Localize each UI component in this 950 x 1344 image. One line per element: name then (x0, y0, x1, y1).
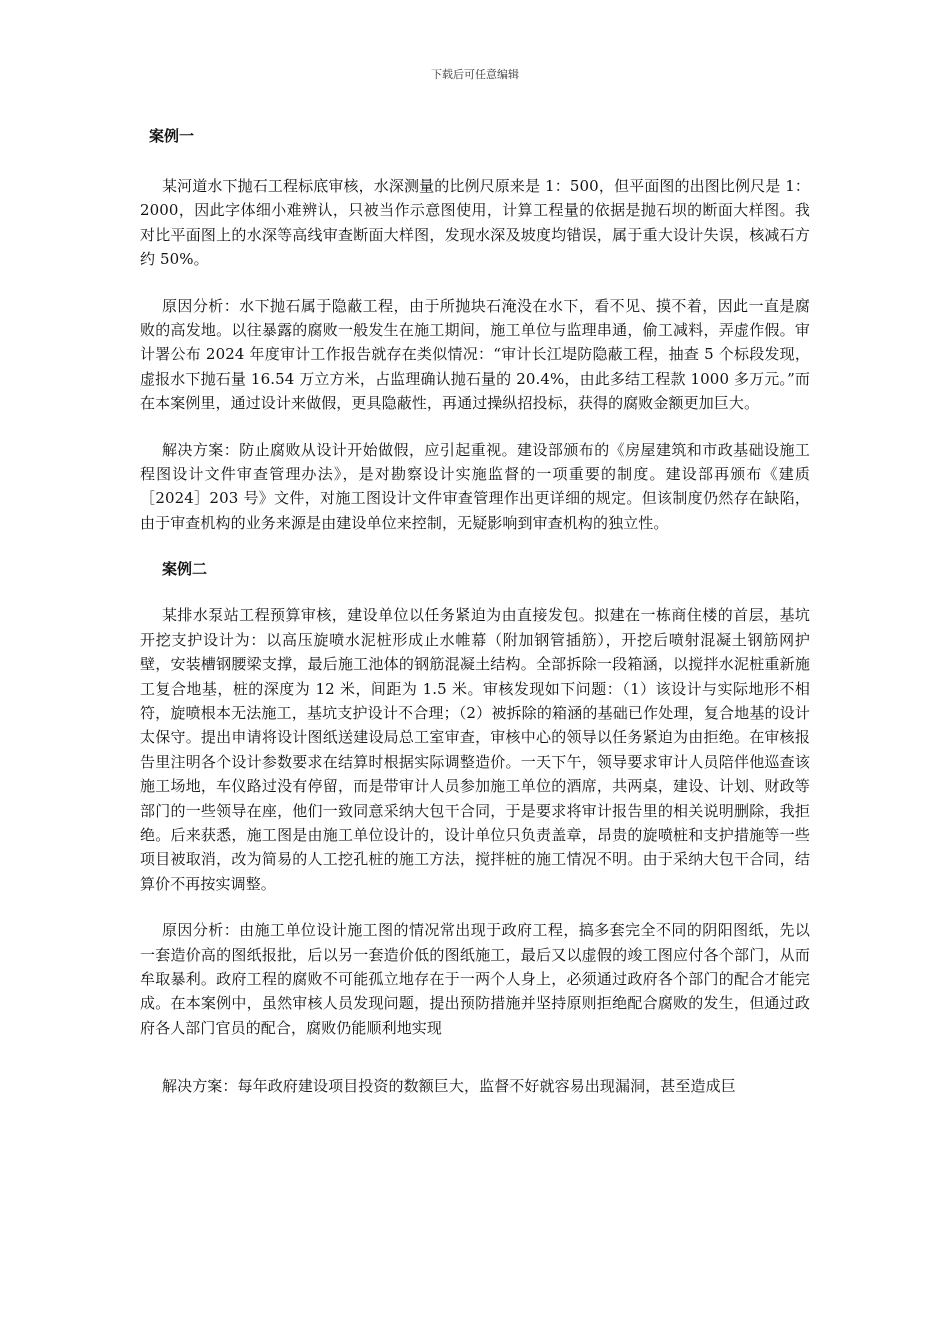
case-two-analysis: 原因分析：由施工单位设计施工图的情况常出现于政府工程，搞多套完全不同的阴阳图纸，先以一套造价高的图纸报批，后以另一套造价低的图纸施工，最后又以虚假的竣工图应付各个部门，从而牟取暴利。政府工程的腐败不可能孤立地存在于一两个人身上，必须通过政府各个部门的配合才能完成。在本案例中，虽然审核人员发现问题，提出预防措施并坚持原则拒绝配合腐败的发生，但通过政府各人部门官员的配合，腐败仍能顺利地实现 (140, 921, 810, 1037)
case-one-heading: 案例一 (149, 127, 195, 145)
case-two-heading: 案例二 (162, 560, 208, 579)
document-body (140, 124, 810, 1121)
page-header-note: 下载后可任意编辑 (431, 68, 519, 81)
case-one-description: 某河道水下抛石工程标底审核，水深测量的比例尺原来是 1：500，但平面图的出图比例尺是 1：2000，因此字体细小难辨认，只被当作示意图使用，计算工程量的依据是抛石坝的断面大样图。我对比平面图上的水深等高线审查断面大样图，发现水深及坡度均错误，属于重大设计失误，核减石方约 50%。 (140, 177, 810, 269)
case-one-analysis: 原因分析：水下抛石属于隐蔽工程，由于所抛块石淹没在水下，看不见、摸不着，因此一直是腐败的高发地。以往暴露的腐败一般发生在施工期间，施工单位与监理串通，偷工减料，弄虚作假。审计署公布 2024 年度审计工作报告就存在类似情况：“审计长江堤防隐蔽工程，抽查 5 个标段发现，虚报水下抛石量 16.54 万立方米，占监理确认抛石量的 20.4%，由此多结工程款 1000 多万元。”而在本案例里，通过设计来做假，更具隐蔽性，再通过操纵招投标，获得的腐败金额更加巨大。 (140, 296, 810, 413)
case-two-description: 某排水泵站工程预算审核，建设单位以任务紧迫为由直接发包。拟建在一栋商住楼的首层，基坑开挖支护设计为：以高压旋喷水泥桩形成止水帷幕（附加钢管插筋），开挖后喷射混凝土钢筋网护壁，安装槽钢腰梁支撑，最后施工池体的钢筋混凝土结构。全部拆除一段箱涵，以搅拌水泥桩重新施工复合地基，桩的深度为 12 米，间距为 1.5 米。审核发现如下问题：（1）该设计与实际地形不相符，旋喷根本无法施工，基坑支护设计不合理；（2）被拆除的箱涵的基础已作处理，复合地基的设计太保守。提出申请将设计图纸送建设局总工室审查，审核中心的领导以任务紧迫为由拒绝。在审核报告里注明各个设计参数要求在结算时根据实际调整造价。一天下午，领导要求审计人员陪伴他巡查该施工场地，车仪路过没有停留，而是带审计人员参加施工单位的酒席，共两桌，建设、计划、财政等部门的一些领导在座，他们一致同意采纳大包干合同，于是要求将审计报告里的相关说明删除，我拒绝。后来获悉，施工图是由施工单位设计的，设计单位只负责盖章，昂贵的旋喷桩和支护措施等一些项目被取消，改为简易的人工挖孔桩的施工方法，搅拌桩的施工情况不明。由于采纳大包干合同，结算价不再按实调整。 (140, 606, 810, 893)
case-one-solution: 解决方案：防止腐败从设计开始做假，应引起重视。建设部颁布的《房屋建筑和市政基础设施工程图设计文件审查管理办法》，是对勘察设计实施监督的一项重要的制度。建设部再颁布《建质［2024］203 号》文件，对施工图设计文件审查管理作出更详细的规定。但该制度仍然存在缺陷，由于审查机构的业务来源是由建设单位来控制，无疑影响到审查机构的独立性。 (140, 440, 810, 532)
case-two-solution: 解决方案：每年政府建设项目投资的数额巨大，监督不好就容易出现漏洞，甚至造成巨 (162, 1077, 736, 1096)
